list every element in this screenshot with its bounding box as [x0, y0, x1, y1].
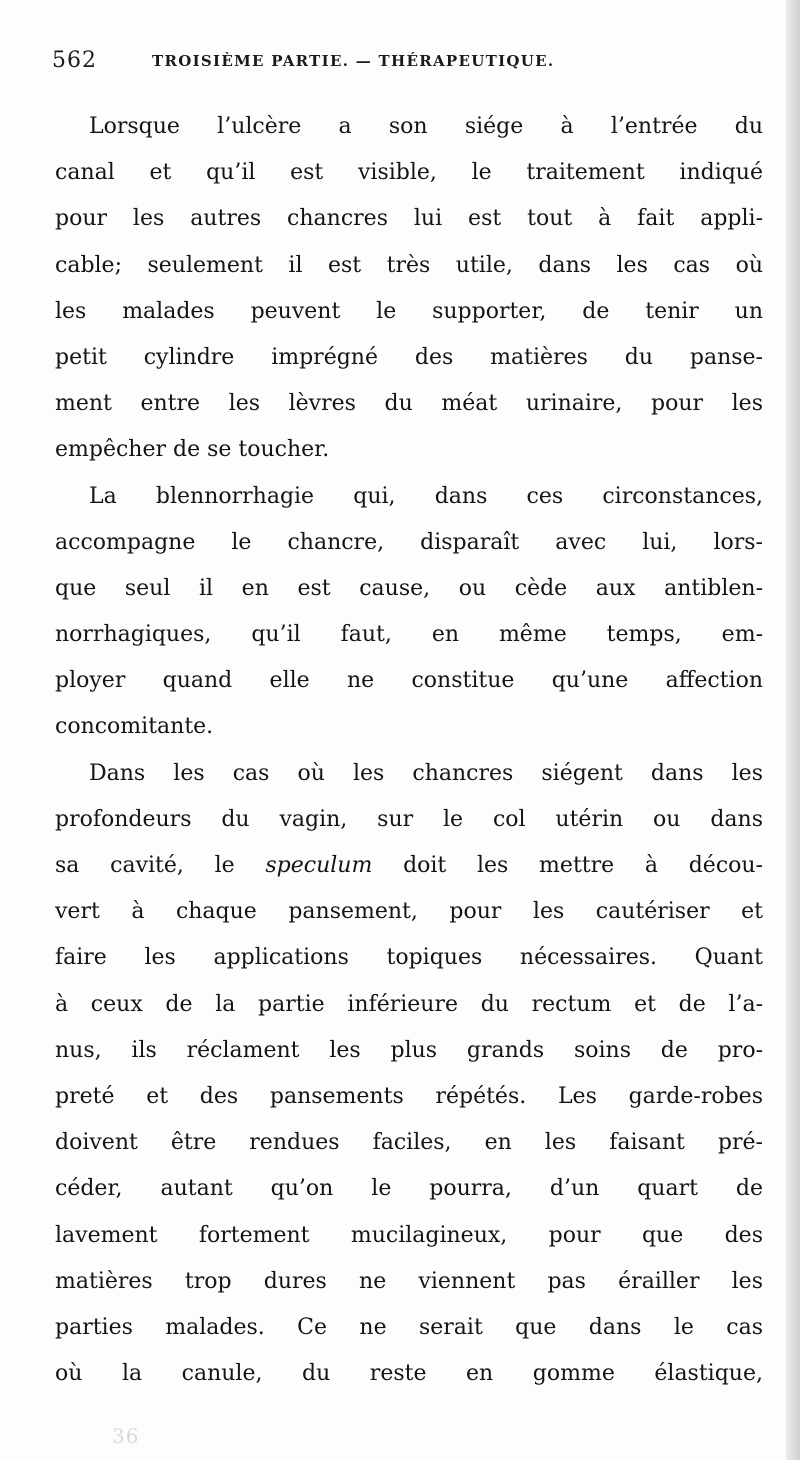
text-line: pour les autres chancres lui est tout à fait appli-	[55, 206, 763, 232]
text-line: canal et qu’il est visible, le traitement indiqué	[55, 160, 763, 186]
text-fragment: sa cavité, le	[55, 853, 266, 878]
text-line-with-italic	[55, 843, 763, 889]
text-line: accompagne le chancre, disparaît avec lui, lors-	[55, 529, 763, 555]
text-fragment: doit les mettre à décou-	[372, 853, 763, 878]
text-line: lavement fortement mucilagineux, pour que des	[55, 1222, 763, 1248]
running-head: TROISIÈME PARTIE. — THÉRAPEUTIQUE.	[152, 52, 555, 70]
text-line: matières trop dures ne viennent pas érailler les	[55, 1268, 763, 1294]
text-line: La blennorrhagie qui, dans ces circonstances,	[89, 483, 763, 509]
page-number: 562	[52, 48, 97, 73]
signature-mark: 36	[112, 1424, 140, 1448]
text-line: ployer quand elle ne constitue qu’une affection	[55, 668, 763, 694]
text-line: parties malades. Ce ne serait que dans le cas	[55, 1314, 763, 1340]
text-line: petit cylindre imprégné des matières du panse-	[55, 344, 763, 370]
text-line: Lorsque l’ulcère a son siége à l’entrée du	[89, 114, 763, 139]
text-line: Dans les cas où les chancres siégent dans les	[89, 760, 763, 786]
body-text	[55, 104, 763, 1397]
text-line: nus, ils réclament les plus grands soins de pro-	[55, 1037, 763, 1063]
paragraph-1	[55, 104, 763, 474]
text-line: où la canule, du reste en gomme élastique,	[55, 1361, 763, 1387]
paragraph-3	[55, 751, 763, 1398]
italic-term: speculum	[265, 853, 373, 878]
text-line: ment entre les lèvres du méat urinaire, pour les	[55, 391, 763, 417]
text-line: céder, autant qu’on le pourra, d’un quart de	[55, 1176, 763, 1202]
text-line: profondeurs du vagin, sur le col utérin ou dans	[55, 806, 763, 832]
text-line: concomitante.	[55, 714, 214, 740]
text-line: faire les applications topiques nécessaires. Quant	[55, 945, 763, 971]
page-header	[52, 48, 752, 78]
paragraph-2	[55, 474, 763, 751]
text-line: empêcher de se toucher.	[55, 437, 330, 463]
text-line: norrhagiques, qu’il faut, en même temps, em-	[55, 622, 763, 648]
text-line: à ceux de la partie inférieure du rectum et de l’a-	[55, 991, 763, 1017]
text-line: doivent être rendues faciles, en les faisant pré-	[55, 1130, 763, 1156]
text-line: vert à chaque pansement, pour les cautériser et	[55, 899, 763, 925]
page-edge-shadow	[786, 0, 800, 1460]
text-line: les malades peuvent le supporter, de tenir un	[55, 298, 763, 324]
text-line: cable; seulement il est très utile, dans les cas où	[55, 252, 763, 278]
text-line: que seul il en est cause, ou cède aux antiblen-	[55, 575, 763, 601]
text-line: preté et des pansements répétés. Les garde-robes	[55, 1083, 763, 1109]
